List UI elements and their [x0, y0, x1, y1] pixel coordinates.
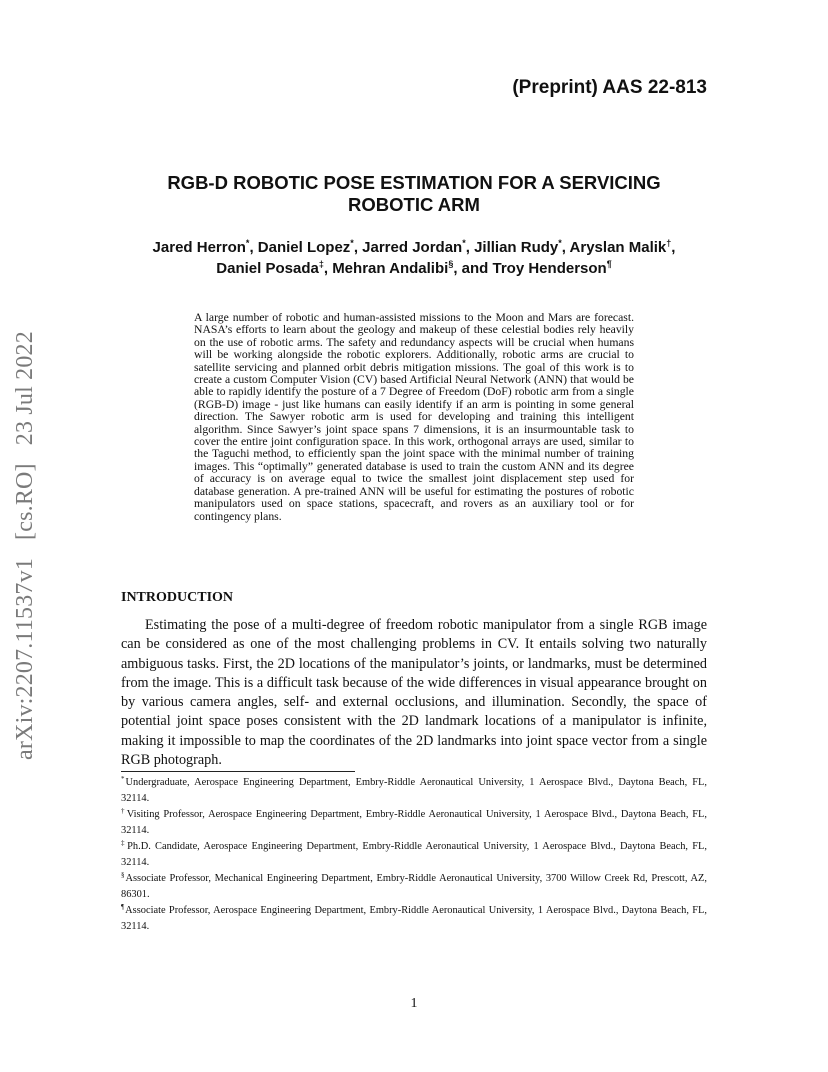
author-line-1 — [90, 237, 738, 258]
author-separator: , — [561, 239, 570, 256]
affiliation-mark[interactable]: * — [462, 238, 466, 248]
footnote — [121, 775, 707, 806]
footnote-mark: ¶ — [121, 902, 125, 911]
footnote-rule — [121, 771, 355, 772]
affiliation-mark[interactable]: * — [245, 238, 250, 248]
author-line-2 — [90, 258, 738, 279]
footnote-text: Ph.D. Candidate, Aerospace Engineering Department, Embry-Riddle Aeronautical University, 1 Aerospace Blvd., Daytona Beach, FL, 32114. — [121, 841, 707, 868]
author-separator: , — [671, 239, 676, 256]
arxiv-category: [cs.RO] — [12, 463, 38, 540]
author-name: Jillian Rudy — [474, 239, 559, 256]
footnote-text: Associate Professor, Aerospace Engineering Department, Embry-Riddle Aeronautical University, 1 Aerospace Blvd., Daytona Beach, FL, 32114. — [121, 905, 707, 932]
title-line-2: ROBOTIC ARM — [348, 194, 480, 215]
affiliation-mark[interactable]: ¶ — [606, 259, 612, 269]
footnote-mark: † — [121, 806, 126, 815]
arxiv-id[interactable]: arXiv:2207.11537v1 — [12, 557, 38, 760]
author-name: Daniel Lopez — [257, 239, 351, 256]
footnote — [121, 903, 707, 934]
arxiv-stamp — [12, 290, 39, 760]
affiliation-mark[interactable]: * — [350, 238, 354, 248]
author-name: and Troy Henderson — [461, 260, 607, 277]
title-line-1: RGB-D ROBOTIC POSE ESTIMATION FOR A SERVICING — [167, 172, 661, 193]
footnote-text: Visiting Professor, Aerospace Engineering Department, Embry-Riddle Aeronautical University, 1 Aerospace Blvd., Daytona Beach, FL, 32114. — [121, 809, 707, 836]
affiliation-mark[interactable]: ‡ — [318, 259, 324, 269]
author-separator: , — [249, 239, 258, 256]
arxiv-date: 23 Jul 2022 — [12, 331, 38, 446]
affiliation-mark[interactable]: * — [558, 238, 562, 248]
preprint-label: (Preprint) AAS 22-813 — [512, 77, 707, 98]
footnote — [121, 807, 707, 838]
abstract: A large number of robotic and human-assisted missions to the Moon and Mars are forecast. NASA’s efforts to learn about the geology and makeup of these celestial bodies rely heavily on the use of robotic arms. The safety and redundancy aspects will be crucial when humans will be working alongside the robotic explorers. Additionally, robotic arms are crucial to satellite servicing and planned orbit debris mitigation missions. The goal of this work is to create a custom Computer Vision (CV) based Artificial Neural Network (ANN) that would be able to rapidly identify the posture of a 7 Degree of Freedom (DoF) robotic arm from a single (RGB-D) image - just like humans can easily identify if an arm is pointing in some general direction. The Sawyer robotic arm is used for developing and training this intelligent algorithm. Since Sawyer’s joint space spans 7 dimensions, it is an insurmountable task to cover the entire joint configuration space. In this work, orthogonal arrays are used, similar to the Taguchi method, to efficiently span the joint space with the minimal number of training images. This “optimally” generated database is used to train the custom ANN and its degree of accuracy is on average equal to twice the smallest joint displacement step used for database generation. A pre-trained ANN will be useful for estimating the postures of robotic manipulators used on space stations, spacecraft, and rovers as an auxiliary tool or for contingency plans. — [194, 311, 634, 523]
page-number: 1 — [410, 996, 418, 1011]
footnotes — [121, 775, 707, 935]
author-separator: , — [453, 260, 462, 277]
section-heading-introduction: INTRODUCTION — [121, 590, 234, 605]
footnote-text: Undergraduate, Aerospace Engineering Department, Embry-Riddle Aeronautical University, 1 Aerospace Blvd., Daytona Beach, FL, 32114. — [121, 777, 707, 804]
footnote-text: Associate Professor, Mechanical Engineering Department, Embry-Riddle Aeronautical University, 3700 Willow Creek Rd, Prescott, AZ, 86301. — [121, 873, 707, 900]
author-separator: , — [323, 260, 333, 277]
author-name: Jarred Jordan — [362, 239, 463, 256]
author-name: Daniel Posada — [216, 260, 319, 277]
footnote-mark: § — [121, 870, 125, 879]
paper-title — [100, 172, 728, 216]
affiliation-mark[interactable]: † — [666, 238, 672, 248]
footnote-mark: * — [121, 774, 125, 783]
affiliation-mark[interactable]: § — [448, 259, 454, 269]
introduction-paragraph: Estimating the pose of a multi-degree of freedom robotic manipulator from a single RGB image can be considered as one of the most challenging problems in CV. It entails solving two naturally ambiguous tasks. First, the 2D locations of the manipulator’s joints, or landmarks, must be determined from the image. This is a difficult task because of the wide differences in visual appearance brought on by various camera angles, self- and external occlusions, and illumination. Secondly, the space of potential joint space poses consistent with the 2D landmark locations of a manipulator is infinite, making it impossible to map the coordinates of the 2D landmarks into joint space vector from a single RGB photograph. — [121, 617, 707, 769]
author-name: Mehran Andalibi — [332, 260, 449, 277]
footnote — [121, 871, 707, 902]
footnote — [121, 839, 707, 870]
author-name: Jared Herron — [152, 239, 246, 256]
author-separator: , — [353, 239, 363, 256]
author-separator: , — [465, 239, 475, 256]
author-list — [90, 237, 738, 279]
footnote-mark: ‡ — [121, 838, 127, 847]
author-name: Aryslan Malik — [569, 239, 667, 256]
